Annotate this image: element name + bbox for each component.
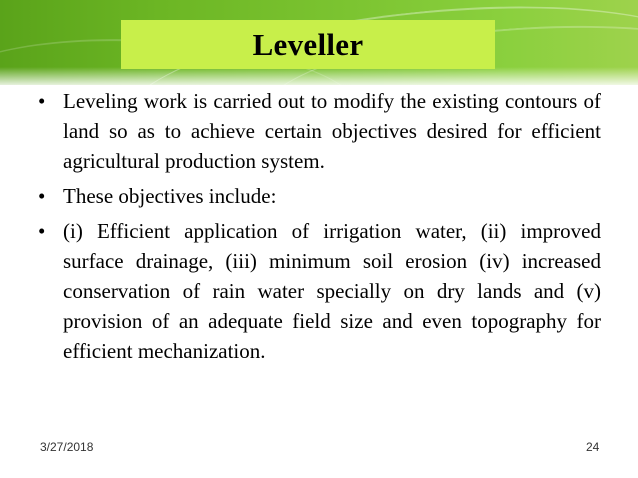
bullet-item [38, 216, 601, 366]
title-box [121, 20, 495, 69]
slide-title: Leveller [252, 26, 364, 62]
bullet-item [38, 181, 601, 211]
page-number: 24 [586, 440, 600, 454]
bullet-marker: • [38, 184, 46, 208]
bullet-item [38, 86, 601, 176]
bullet-marker: • [38, 89, 46, 113]
bullet-list [38, 86, 601, 371]
bullet-text: Leveling work is carried out to modify the existing contours of land so as to achieve certain objectives desired for efficient agricultural production system. [63, 89, 601, 173]
bullet-text: These objectives include: [63, 184, 277, 208]
bullet-marker: • [38, 219, 46, 243]
bullet-text: (i) Efficient application of irrigation water, (ii) improved surface drainage, (iii) minimum soil erosion (iv) increased conservation of rain water specially on dry lands and (v) provision of an adequate field size and even topography for efficient mechanization. [63, 219, 601, 363]
footer-date: 3/27/2018 [40, 440, 94, 454]
